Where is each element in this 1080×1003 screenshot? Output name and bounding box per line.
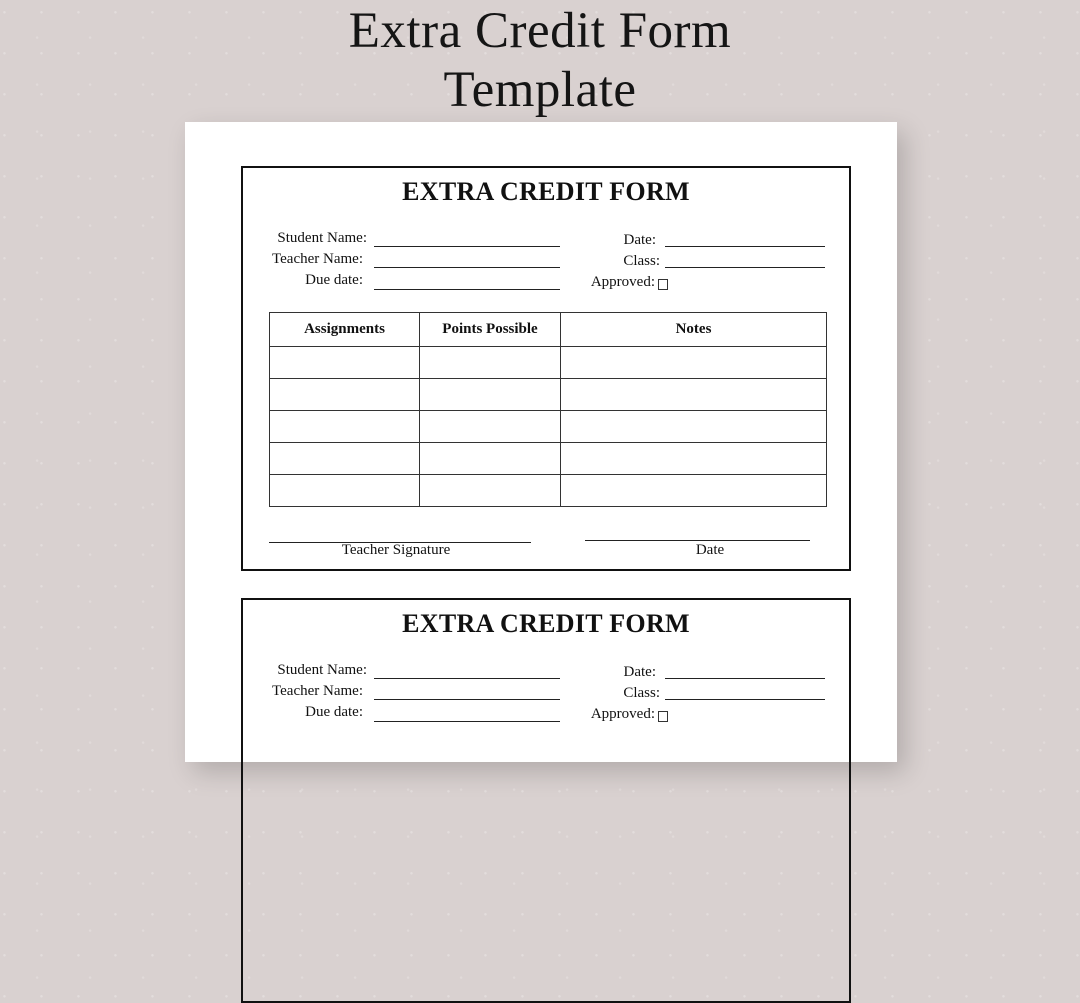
table-cell[interactable] — [561, 379, 827, 411]
class-line[interactable] — [665, 699, 825, 700]
table-header-row — [270, 313, 827, 347]
teacher-name-label: Teacher Name: — [272, 683, 363, 699]
table-cell[interactable] — [420, 411, 561, 443]
approved-label: Approved: — [590, 274, 655, 290]
due-date-label: Due date: — [305, 704, 363, 720]
class-label: Class: — [623, 253, 660, 269]
signature-date-label: Date — [695, 542, 725, 558]
teacher-name-label: Teacher Name: — [272, 251, 363, 267]
table-cell[interactable] — [420, 443, 561, 475]
table-cell[interactable] — [270, 379, 420, 411]
assignments-table — [269, 312, 827, 507]
student-name-label: Student Name: — [277, 230, 367, 246]
table-cell[interactable] — [270, 475, 420, 507]
table-cell[interactable] — [270, 443, 420, 475]
table-cell[interactable] — [561, 411, 827, 443]
page-title-line-1: Extra Credit Form — [348, 3, 732, 59]
column-header-notes: Notes — [561, 313, 827, 347]
due-date-line[interactable] — [374, 721, 560, 722]
table-row — [270, 443, 827, 475]
approved-checkbox[interactable] — [658, 279, 668, 290]
extra-credit-form-2 — [241, 598, 851, 1003]
student-name-line[interactable] — [374, 678, 560, 679]
date-label: Date: — [623, 232, 656, 248]
table-cell[interactable] — [270, 347, 420, 379]
extra-credit-form-1 — [241, 166, 851, 571]
table-cell[interactable] — [420, 475, 561, 507]
table-cell[interactable] — [420, 347, 561, 379]
table-cell[interactable] — [561, 443, 827, 475]
table-cell[interactable] — [561, 475, 827, 507]
form-title: EXTRA CREDIT FORM — [402, 177, 690, 206]
date-label: Date: — [623, 664, 656, 680]
column-header-assignments: Assignments — [270, 313, 420, 347]
class-label: Class: — [623, 685, 660, 701]
table-cell[interactable] — [561, 347, 827, 379]
table-row — [270, 379, 827, 411]
due-date-label: Due date: — [305, 272, 363, 288]
due-date-line[interactable] — [374, 289, 560, 290]
table-row — [270, 411, 827, 443]
column-header-points-possible: Points Possible — [420, 313, 561, 347]
class-line[interactable] — [665, 267, 825, 268]
form-title: EXTRA CREDIT FORM — [402, 609, 690, 638]
student-name-line[interactable] — [374, 246, 560, 247]
teacher-name-line[interactable] — [374, 699, 560, 700]
approved-label: Approved: — [590, 706, 655, 722]
signature-date-line[interactable] — [585, 540, 810, 541]
table-row — [270, 347, 827, 379]
teacher-signature-label: Teacher Signature — [341, 542, 451, 558]
table-row — [270, 475, 827, 507]
date-line[interactable] — [665, 246, 825, 247]
teacher-name-line[interactable] — [374, 267, 560, 268]
table-cell[interactable] — [270, 411, 420, 443]
page-title — [0, 2, 1080, 120]
page-title-line-2: Template — [443, 62, 637, 118]
paper-sheet — [185, 122, 897, 762]
approved-checkbox[interactable] — [658, 711, 668, 722]
table-cell[interactable] — [420, 379, 561, 411]
date-line[interactable] — [665, 678, 825, 679]
student-name-label: Student Name: — [277, 662, 367, 678]
